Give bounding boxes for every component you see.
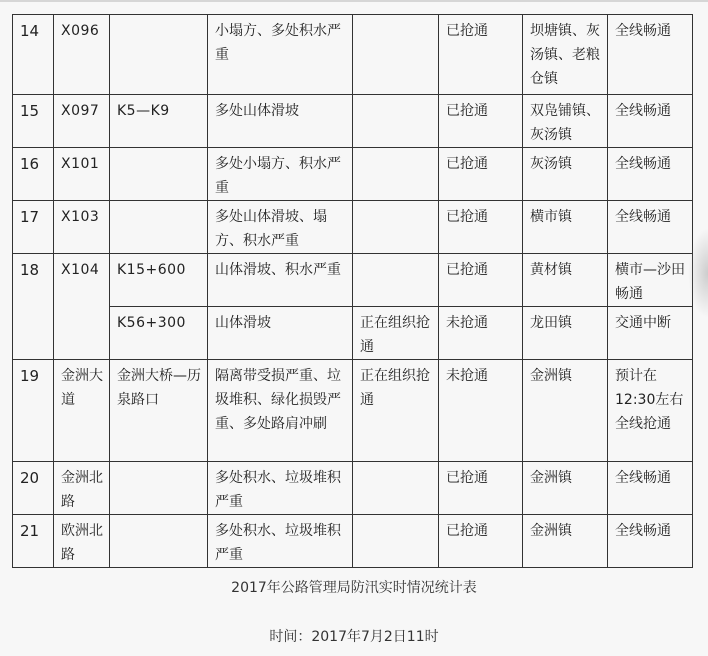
report-time: 时间：2017年7月2日11时 [269, 629, 439, 645]
town: 坝塘镇、灰汤镇、老粮仓镇 [523, 15, 608, 95]
repair-status: 已抢通 [439, 15, 523, 95]
row-number: 20 [13, 462, 54, 515]
row-number: 18 [13, 254, 54, 360]
table-row [13, 462, 693, 515]
row-number: 14 [13, 15, 54, 95]
road-segment [110, 515, 208, 568]
road-segment: K56+300 [110, 307, 208, 360]
damage-description: 多处小塌方、积水严重 [208, 148, 353, 201]
road-segment [110, 462, 208, 515]
repair-status: 已抢通 [439, 201, 523, 254]
repair-status: 已抢通 [439, 462, 523, 515]
damage-description: 多处积水、垃圾堆积严重 [208, 462, 353, 515]
repair-action [353, 254, 439, 307]
road-segment: K15+600 [110, 254, 208, 307]
road-code: 金洲北路 [54, 462, 110, 515]
damage-description: 多处积水、垃圾堆积严重 [208, 515, 353, 568]
damage-description: 山体滑坡 [208, 307, 353, 360]
damage-description: 多处山体滑坡、塌方、积水严重 [208, 201, 353, 254]
table-row [13, 95, 693, 148]
table-title: 2017年公路管理局防汛实时情况统计表 [231, 580, 477, 596]
traffic-status: 全线畅通 [608, 148, 693, 201]
traffic-status: 全线畅通 [608, 201, 693, 254]
damage-description: 山体滑坡、积水严重 [208, 254, 353, 307]
repair-status: 未抢通 [439, 307, 523, 360]
town: 双凫铺镇、灰汤镇 [523, 95, 608, 148]
traffic-status: 横市—沙田畅通 [608, 254, 693, 307]
road-code: X104 [54, 254, 110, 360]
road-segment: 金洲大桥—历泉路口 [110, 360, 208, 462]
repair-status: 已抢通 [439, 95, 523, 148]
row-number: 21 [13, 515, 54, 568]
table-row [13, 515, 693, 568]
table-row [13, 15, 693, 95]
page-top-edge [0, 0, 708, 14]
repair-action [353, 15, 439, 95]
table-row [13, 360, 693, 462]
road-code: X103 [54, 201, 110, 254]
traffic-status: 全线畅通 [608, 462, 693, 515]
road-code: 欧洲北路 [54, 515, 110, 568]
row-number: 19 [13, 360, 54, 462]
town: 金洲镇 [523, 515, 608, 568]
road-segment [110, 201, 208, 254]
repair-status: 已抢通 [439, 515, 523, 568]
traffic-status: 全线畅通 [608, 95, 693, 148]
traffic-status: 全线畅通 [608, 15, 693, 95]
table-row [13, 148, 693, 201]
repair-action: 正在组织抢通 [353, 307, 439, 360]
town: 黄材镇 [523, 254, 608, 307]
road-segment [110, 148, 208, 201]
road-code: X097 [54, 95, 110, 148]
row-number: 15 [13, 95, 54, 148]
traffic-status: 全线畅通 [608, 515, 693, 568]
repair-action: 正在组织抢通 [353, 360, 439, 462]
repair-action [353, 148, 439, 201]
road-segment: K5—K9 [110, 95, 208, 148]
repair-status: 已抢通 [439, 254, 523, 307]
road-code: 金洲大道 [54, 360, 110, 462]
repair-status: 已抢通 [439, 148, 523, 201]
repair-action [353, 462, 439, 515]
flood-status-table [12, 14, 693, 568]
page-curl-shadow [688, 228, 708, 318]
repair-status: 未抢通 [439, 360, 523, 462]
road-code: X101 [54, 148, 110, 201]
road-code: X096 [54, 15, 110, 95]
row-number: 16 [13, 148, 54, 201]
repair-action [353, 201, 439, 254]
traffic-status: 交通中断 [608, 307, 693, 360]
town: 金洲镇 [523, 462, 608, 515]
traffic-status: 预计在12:30左右全线抢通 [608, 360, 693, 462]
row-number: 17 [13, 201, 54, 254]
road-segment [110, 15, 208, 95]
town: 灰汤镇 [523, 148, 608, 201]
table-row [13, 307, 693, 360]
town: 横市镇 [523, 201, 608, 254]
town: 金洲镇 [523, 360, 608, 462]
damage-description: 多处山体滑坡 [208, 95, 353, 148]
repair-action [353, 515, 439, 568]
town: 龙田镇 [523, 307, 608, 360]
repair-action [353, 95, 439, 148]
table-row [13, 201, 693, 254]
table-row [13, 254, 693, 307]
damage-description: 隔离带受损严重、垃圾堆积、绿化损毁严重、多处路肩冲刷 [208, 360, 353, 462]
damage-description: 小塌方、多处积水严重 [208, 15, 353, 95]
